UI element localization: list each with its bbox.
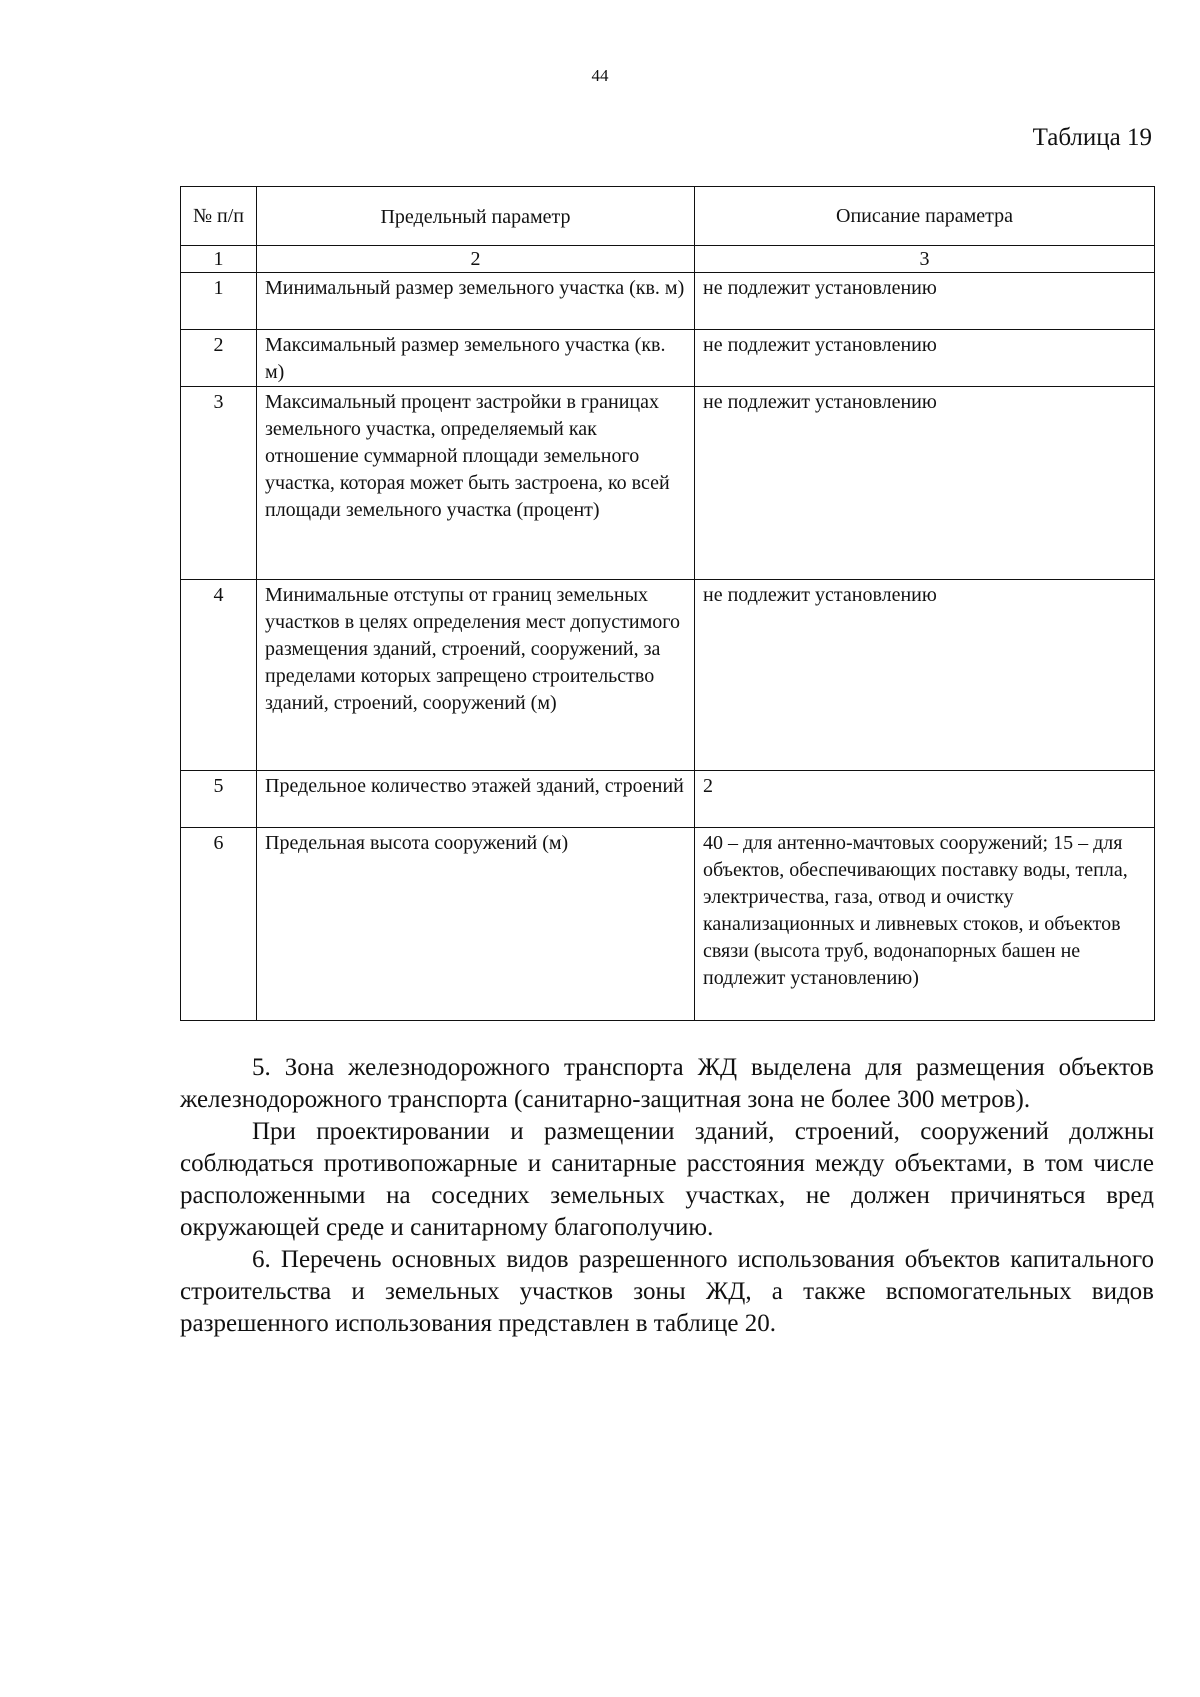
row-parameter (257, 580, 695, 771)
paragraph-zone-zhd: 5. Зона железнодорожного транспорта ЖД выделена для размещения объектов железнодорожного транспорта (санитарно-защитная зона не более 300 метров). (180, 1054, 1154, 1113)
row-description (695, 387, 1155, 580)
row-parameter-text: Минимальные отступы от границ земельных участков в целях определения мест допустимого размещения зданий, строений, сооружений, за пределами которых запрещено строительство зданий, строений, сооружений (м) (265, 584, 680, 714)
row-number (181, 771, 257, 828)
row-parameter-text: Предельное количество этажей зданий, строений (265, 775, 684, 797)
paragraph-design-requirements: При проектировании и размещении зданий, строений, сооружений должны соблюдаться противопожарные и санитарные расстояния между объектами, в том числе расположенными на соседних земельных участках, не должен причиняться вред окружающей среде и санитарному благополучию. (180, 1118, 1154, 1241)
table-row (181, 273, 1155, 330)
table-row (181, 580, 1155, 771)
row-parameter (257, 771, 695, 828)
row-description (695, 273, 1155, 330)
row-description-text: не подлежит установлению (703, 334, 937, 356)
row-number-text: 4 (213, 584, 224, 606)
row-description (695, 330, 1155, 387)
row-number (181, 330, 257, 387)
row-number (181, 828, 257, 1021)
row-number-text: 3 (213, 391, 224, 413)
row-number-text: 2 (213, 334, 224, 356)
row-number-text: 6 (213, 832, 224, 854)
column-number-3: 3 (695, 246, 1155, 273)
table-row (181, 387, 1155, 580)
column-number-2: 2 (257, 246, 695, 273)
page-number: 44 (591, 66, 609, 85)
header-number: № п/п (181, 187, 257, 246)
header-description: Описание параметра (695, 187, 1155, 246)
row-parameter-text: Максимальный процент застройки в границах земельного участка, определяемый как отношение суммарной площади земельного участка, которая может быть застроена, ко всей площади земельного участка (процент) (265, 391, 670, 521)
row-description-text: 40 – для антенно-мачтовых сооружений; 15 – для объектов, обеспечивающих поставку воды, тепла, электричества, газа, отвод и очистку канализационных и ливневых стоков, и объектов связи (высота труб, водонапорных башен не подлежит установлению) (703, 832, 1128, 989)
row-description (695, 580, 1155, 771)
row-description (695, 828, 1155, 1021)
row-parameter (257, 387, 695, 580)
row-number (181, 387, 257, 580)
row-parameter (257, 330, 695, 387)
row-parameter (257, 273, 695, 330)
row-description-text: не подлежит установлению (703, 584, 937, 606)
row-parameter-text: Предельная высота сооружений (м) (265, 832, 569, 854)
column-number-1: 1 (181, 246, 257, 273)
row-description-text: 2 (703, 775, 713, 797)
table-row (181, 828, 1155, 1021)
table-caption: Таблица 19 (1032, 124, 1152, 151)
row-description-text: не подлежит установлению (703, 277, 937, 299)
parameters-table (180, 186, 1155, 1021)
row-parameter-text: Минимальный размер земельного участка (кв. м) (265, 277, 685, 299)
row-description-text: не подлежит установлению (703, 391, 937, 413)
header-parameter: Предельный параметр (257, 187, 695, 246)
row-parameter (257, 828, 695, 1021)
row-parameter-text: Максимальный размер земельного участка (кв. м) (265, 334, 666, 383)
row-number-text: 5 (213, 775, 224, 797)
table-row (181, 771, 1155, 828)
table-header-row (181, 187, 1155, 246)
row-number (181, 580, 257, 771)
table-row (181, 330, 1155, 387)
row-description (695, 771, 1155, 828)
row-number-text: 1 (213, 277, 224, 299)
body-text (180, 1052, 1154, 1340)
row-number (181, 273, 257, 330)
paragraph-permitted-uses: 6. Перечень основных видов разрешенного использования объектов капитального строительства и земельных участков зоны ЖД, а также вспомогательных видов разрешенного использования представлен в таблице 20. (180, 1246, 1154, 1337)
column-number-row (181, 246, 1155, 273)
